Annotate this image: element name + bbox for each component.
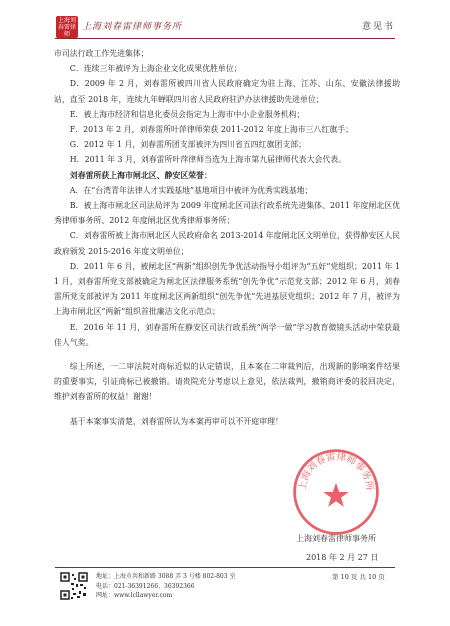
- document-body: [54, 46, 400, 429]
- body-paragraph: H．2011 年 3 月，刘春雷所叶萍律师当选为上海市第九届律师代表大会代表。: [69, 155, 347, 165]
- page-header: [0, 0, 450, 50]
- footer-phone: 电话：021-36391266、36392366: [96, 582, 195, 590]
- body-paragraph: C．连续三年被评为上海企业文化成果优胜单位；: [69, 64, 242, 74]
- qr-code-icon: [60, 572, 88, 600]
- footer-contact: [96, 572, 235, 601]
- body-paragraph: C．刘春雷所被上海市闸北区人民政府命名 2013-2014 年度闸北区文明单位，获得静安区人民政府颁发 2015-2016 年度文明单位；: [54, 231, 400, 256]
- stamp-star-icon: [323, 483, 349, 507]
- body-paragraph: A．在“台湾青年法律人才实践基地”基地项目中被评为优秀实践基地；: [69, 185, 313, 195]
- footer-address: 地址：上海市共和新路 3088 弄 3 号楼 802-803 室: [96, 573, 236, 580]
- page-number: 第 10 页 共 10 页: [332, 573, 385, 581]
- body-paragraph: F．2013 年 2 月，刘春雷所叶萍律师荣获 2011-2012 年度上海市三八红旗手；: [69, 125, 354, 135]
- signature-date: 2018 年 2 月 27 日: [306, 553, 379, 562]
- body-paragraph: E．被上海市经济和信息化委员会指定为上海市中小企业服务机构；: [69, 109, 305, 119]
- official-stamp: [290, 446, 382, 538]
- section-heading: 刘春雷所获上海市闸北区、静安区荣誉：: [69, 170, 212, 180]
- body-paragraph: 综上所述，一二审法院对商标近似的认定错误，且本案在二审裁判后，出现新的影响案件结果的重要事实，引证商标已被撤销。请贵院充分考虑以上意见，依法裁判，撤销商评委的驳回决定，维护刘春雷所的权益！谢谢！: [54, 362, 400, 402]
- body-paragraph: E．2016 年 11 月，刘春雷所在静安区司法行政系统“两学一做”学习教育微镜头活动中荣获最佳人气奖。: [54, 322, 400, 347]
- body-paragraph: 基于本案事实清楚，刘春雷所认为本案再审可以不开庭审理！: [69, 416, 283, 426]
- footer-website[interactable]: 网址：www.lcllawyer.com: [96, 592, 173, 599]
- body-paragraph: D．2011 年 6 月，被闸北区“两新”组织创先争优活动指导小组评为“五好”党组织；2011 年 11 月，刘春雷所党支部被确定为闸北区法律服务系统“创先争优”示范党支部；2012 年 6 月，刘春雷所党支部被评为 2011 年度闸北区两新组织“创先争优”先进基层党组织；2012 年 7 月，被评为上海市闸北区“两新”组织首批廉洁文化示范点；: [54, 261, 400, 317]
- paragraph-gap: [54, 405, 400, 414]
- stamp-text: 上海刘春雷律师事务所: [297, 451, 375, 492]
- body-paragraph: B．被上海市闸北区司法局评为 2009 年度闸北区司法行政系统先进集体、2011 年度闸北区优秀律师事务所、2012 年度闸北区优秀律师事务所；: [54, 201, 400, 226]
- header-firm-name: 上海刘春雷律师事务所: [82, 22, 183, 32]
- body-paragraph: G．2012 年 1 月，刘春雷所团支部被评为四川省五四红旗团支部；: [69, 140, 306, 150]
- body-paragraph: 市司法行政工作先进集体；: [54, 49, 149, 58]
- header-doc-type: 意见书: [362, 22, 396, 32]
- header-divider: [55, 38, 395, 39]
- body-paragraph: D．2009 年 2 月，刘春雷所被四川省人民政府确定为驻上海、江苏、山东、安徽法律援助站，直至 2018 年，连续九年蝉联四川省人民政府驻沪办法律援助先进单位；: [54, 79, 400, 104]
- paragraph-gap: [54, 350, 400, 359]
- signature-firm: 上海刘春雷律师事务所: [296, 534, 376, 543]
- firm-logo: 上海刘春雷律师: [57, 16, 76, 38]
- footer-divider: [55, 567, 395, 568]
